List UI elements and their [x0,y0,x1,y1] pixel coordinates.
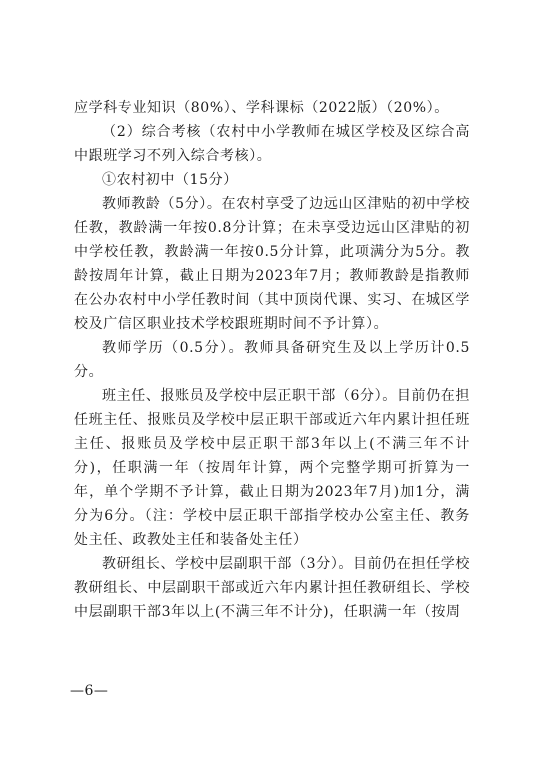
paragraph-head-teacher: 班主任、报账员及学校中层正职干部（6分）。目前仍在担任班主任、报账员及学校中层正职干部或近六年内累计担任班主任、报账员及学校中层正职干部3年以上(不满三年不计分)，任职满一年（按周年计算，两个完整学期可折算为一年，单个学期不予计算，截止日期为2023年7月)加1分，满分为6分。（注：学校中层正职干部指学校办公室主任、教务处主任、政教处主任和装备处主任） [74,388,470,548]
paragraph-teaching-years: 教师教龄（5分）。在农村享受了边远山区津贴的初中学校任教，教龄满一年按0.8分计算；在未享受边远山区津贴的初中学校任教，教龄满一年按0.5分计算，此项满分为5分。教龄按周年计算，截止日期为2023年7月；教师教龄是指教师在公办农村中小学任教时间（其中顶岗代课、实习、在城区学校及广信区职业技术学校跟班期时间不予计算）。 [74,196,470,332]
paragraph-comprehensive-assessment: （2）综合考核（农村中小学教师在城区学校及区综合高中跟班学习不列入综合考核）。 [74,124,470,164]
paragraph-education: 教师学历（0.5分）。教师具备研究生及以上学历计0.5分。 [74,340,470,380]
paragraph-rural-junior-high: ①农村初中（15分） [102,172,238,188]
paragraph-continuation: 应学科专业知识（80%）、学科课标（2022版）（20%）。 [74,100,449,116]
page-number: —6— [70,683,109,699]
document-body [74,96,470,624]
paragraph-research-leader: 教研组长、学校中层副职干部（3分）。目前仍在担任学校教研组长、中层副职干部或近六年内累计担任教研组长、学校中层副职干部3年以上(不满三年不计分)，任职满一年（按周 [74,556,470,620]
